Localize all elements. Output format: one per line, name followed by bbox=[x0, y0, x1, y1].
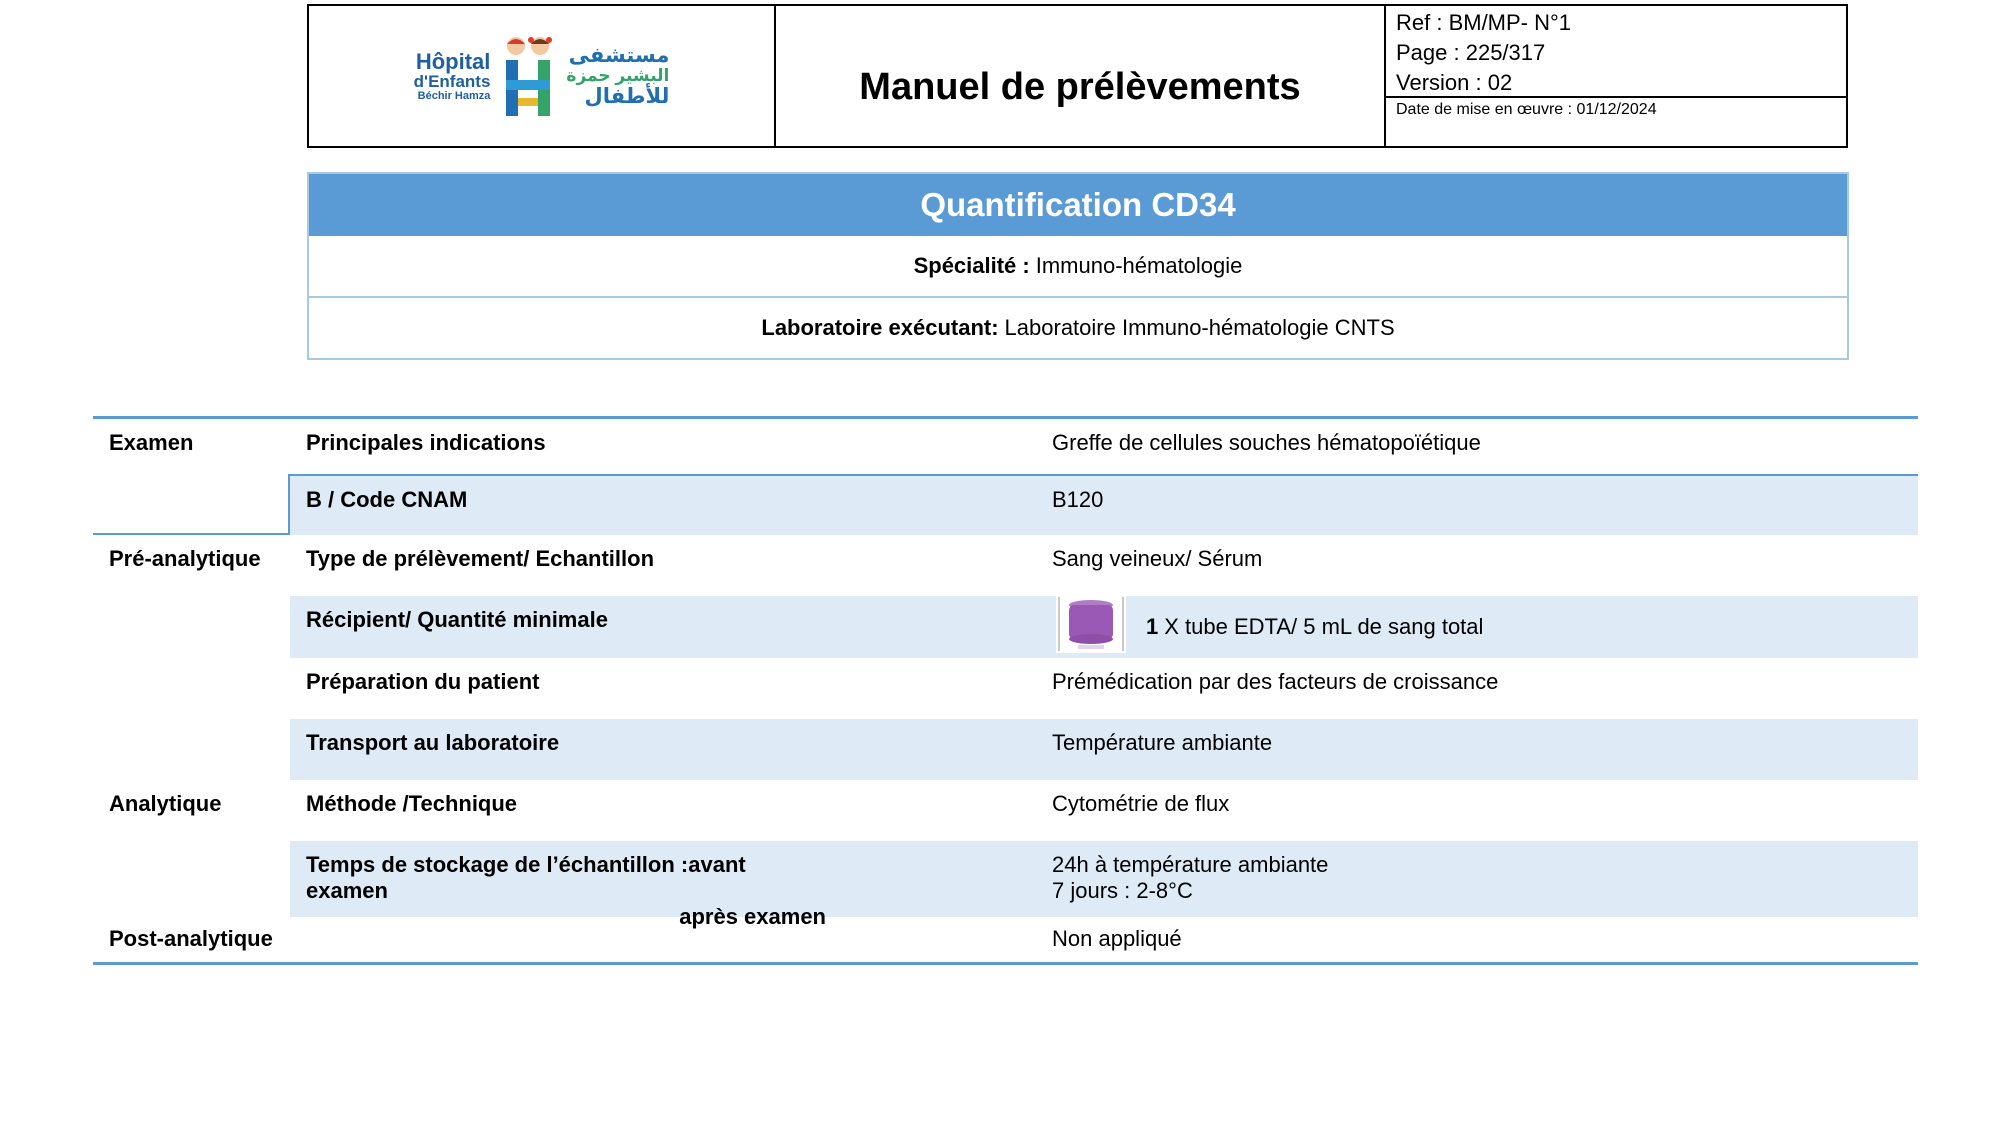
section-pre-analytique: Pré-analytique bbox=[109, 546, 261, 571]
logo-cell bbox=[309, 6, 776, 146]
document-header bbox=[307, 4, 1848, 148]
section-spacer bbox=[93, 719, 290, 780]
exam-title-block bbox=[307, 172, 1849, 360]
logo-ar-line2: البشير حمزة bbox=[566, 65, 670, 85]
table-row bbox=[93, 535, 1918, 596]
table-row bbox=[93, 841, 1918, 929]
logo-arabic-text bbox=[566, 44, 669, 109]
table-row bbox=[93, 419, 1918, 474]
recipient-value: X tube EDTA/ 5 mL de sang total bbox=[1164, 614, 1484, 639]
stockage-value-avant: 24h à température ambiante bbox=[1052, 852, 1329, 877]
table-bottom-rule bbox=[93, 962, 1918, 965]
recipient-quantity: 1 bbox=[1146, 614, 1159, 639]
laboratoire-value: Laboratoire Immuno-hématologie CNTS bbox=[1004, 315, 1395, 340]
indications-value: Greffe de cellules souches hématopoïétique bbox=[1052, 430, 1481, 455]
stockage-label-apres: après examen bbox=[679, 904, 826, 929]
section-spacer bbox=[93, 658, 290, 719]
logo-fr-line1: Hôpital bbox=[415, 48, 491, 74]
stockage-value-cell bbox=[1052, 841, 1918, 917]
recipient-value-cell bbox=[1052, 596, 1918, 658]
indications-label: Principales indications bbox=[306, 430, 546, 455]
stockage-label-avant: Temps de stockage de l’échantillon :avant examen bbox=[306, 852, 746, 903]
transport-label: Transport au laboratoire bbox=[306, 730, 560, 755]
specialite-value: Immuno-hématologie bbox=[1035, 253, 1243, 278]
reference-cell bbox=[1386, 6, 1846, 146]
logo-fr-line3: Béchir Hamza bbox=[417, 89, 491, 102]
section-analytique: Analytique bbox=[109, 791, 222, 816]
edta-tube-icon bbox=[1056, 595, 1126, 659]
stockage-value-apres: 7 jours : 2-8°C bbox=[1052, 878, 1193, 903]
manual-title-cell bbox=[776, 6, 1386, 146]
effective-date: Date de mise en œuvre : 01/12/2024 bbox=[1396, 101, 1657, 118]
methode-label: Méthode /Technique bbox=[306, 791, 518, 816]
cnam-value: B120 bbox=[1052, 487, 1104, 512]
type-value: Sang veineux/ Sérum bbox=[1052, 546, 1263, 571]
table-row bbox=[93, 917, 1918, 962]
section-examen-spacer bbox=[93, 474, 290, 535]
logo-ar-line3: للأطفال bbox=[584, 85, 670, 109]
hospital-logo bbox=[414, 34, 670, 118]
logo-ar-line1: مستشفى bbox=[568, 43, 670, 67]
table-row bbox=[93, 719, 1918, 780]
ref-number: Ref : BM/MP- N°1 bbox=[1396, 10, 1572, 35]
laboratoire-row bbox=[309, 296, 1847, 358]
type-label: Type de prélèvement/ Echantillon bbox=[306, 546, 655, 571]
section-spacer bbox=[93, 596, 290, 658]
specialite-label: Spécialité : bbox=[913, 253, 1030, 278]
table-row bbox=[93, 474, 1918, 535]
exam-details-table bbox=[93, 416, 1918, 965]
children-icon bbox=[498, 34, 558, 118]
manual-title: Manuel de prélèvements bbox=[859, 65, 1301, 108]
laboratoire-label: Laboratoire exécutant: bbox=[761, 315, 999, 340]
table-row bbox=[93, 596, 1918, 658]
exam-title: Quantification CD34 bbox=[309, 174, 1847, 236]
stockage-label-cell bbox=[290, 841, 1052, 929]
transport-value: Température ambiante bbox=[1052, 730, 1273, 755]
cnam-label: B / Code CNAM bbox=[306, 487, 468, 512]
section-examen: Examen bbox=[109, 430, 194, 455]
page-number: Page : 225/317 bbox=[1396, 40, 1546, 65]
logo-french-text bbox=[414, 50, 491, 102]
preparation-label: Préparation du patient bbox=[306, 669, 540, 694]
post-analytique-value: Non appliqué bbox=[1052, 926, 1182, 951]
specialite-row bbox=[309, 236, 1847, 296]
recipient-label: Récipient/ Quantité minimale bbox=[306, 607, 608, 632]
logo-fr-line2: d'Enfants bbox=[413, 71, 491, 91]
version: Version : 02 bbox=[1396, 70, 1513, 95]
preparation-value: Prémédication par des facteurs de croissance bbox=[1052, 669, 1499, 694]
methode-value: Cytométrie de flux bbox=[1052, 791, 1230, 816]
section-post-analytique: Post-analytique bbox=[109, 926, 273, 951]
table-row bbox=[93, 658, 1918, 719]
table-row bbox=[93, 780, 1918, 841]
reference-block bbox=[1386, 6, 1846, 98]
section-spacer bbox=[93, 841, 290, 917]
